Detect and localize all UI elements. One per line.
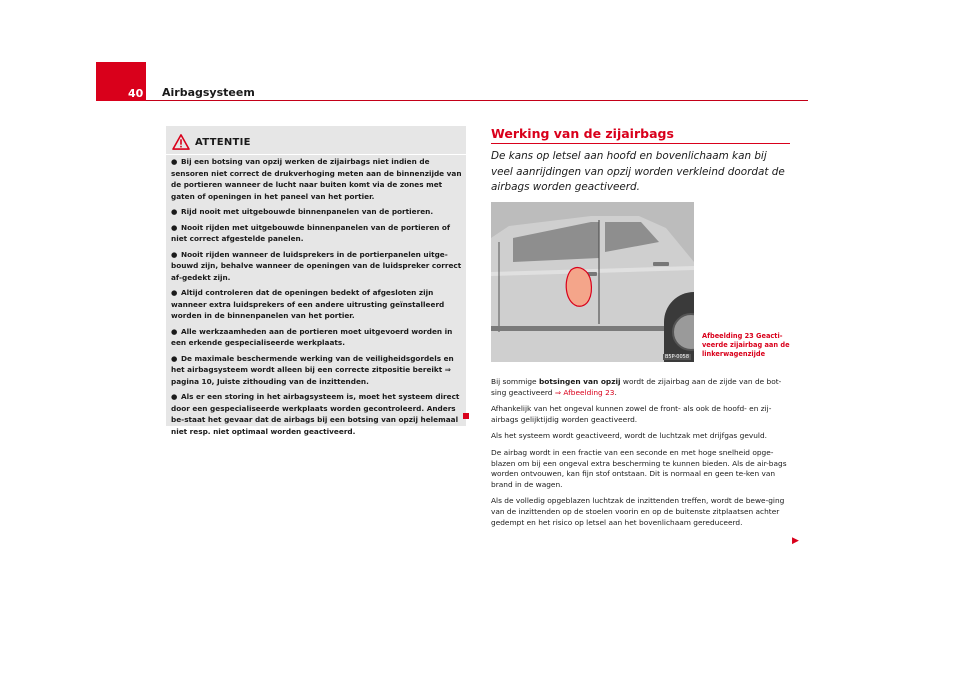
continue-arrow-icon: ▶	[792, 536, 799, 546]
warning-item: ● Nooit rijden wanneer de luidsprekers in de portierpanelen uitge-bouwd zijn, behalve wanneer de openingen van de luidspreker correct af-gedekt zijn.	[171, 249, 462, 282]
warning-item: ● Nooit rijden met uitgebouwde binnenpanelen van de portieren of niet correct afgestelde panelen.	[171, 222, 451, 243]
warning-item: ● Als er een storing in het airbagsysteem is, moet het systeem direct door een gespecialiseerde werkplaats worden gecontroleerd. Anders be-staat het gevaar dat de airbags bij een botsing van opzij helemaal niet resp. niet optimaal worden geactiveerd.	[171, 392, 460, 436]
lead-paragraph: De kans op letsel aan hoofd en bovenlichaam kan bij veel aanrijdingen van opzij worden verkleind doordat de airbags worden geactiveerd.	[491, 150, 785, 193]
warning-item: ● Rijd nooit met uitgebouwde binnenpanelen van de portieren.	[171, 207, 434, 216]
car-door-airbag-illustration	[491, 202, 694, 362]
warning-separator	[166, 154, 466, 155]
body-paragraph: Als het systeem wordt geactiveerd, wordt de luchtzak met drijfgas gevuld.	[491, 431, 768, 441]
car-side-drawing	[491, 202, 694, 362]
body-paragraph: Afhankelijk van het ongeval kunnen zowel de front- als ook de hoofd- en zij-airbags gelijktijdig worden geactiveerd.	[491, 404, 772, 424]
warning-box	[166, 126, 466, 436]
page-number: 40	[128, 87, 144, 100]
figure-reference-link[interactable]: ⇒ Afbeelding 23	[554, 387, 615, 397]
subsection-rule	[491, 143, 790, 144]
body-text	[491, 377, 796, 534]
figure-caption: Afbeelding 23 Geacti-veerde zijairbag aan de linkerwagenzijde	[702, 332, 790, 359]
warning-item: ● Bij een botsing van opzij werken de zijairbags niet indien de sensoren niet correct de drukverhoging meten aan de binnenzijde van de portieren wanneer de lucht naar buiten komt via de zones met gaten of openingen in het paneel van het portier.	[171, 157, 462, 201]
warning-item: ● Alle werkzaamheden aan de portieren moet uitgevoerd worden in een erkende gespecialiseerde werkplaats.	[171, 326, 453, 347]
warning-triangle-icon	[172, 134, 190, 150]
warning-title: ATTENTIE	[195, 136, 251, 148]
section-title: Airbagsysteem	[162, 86, 255, 99]
warning-item: ● Altijd controleren dat de openingen bedekt of afgesloten zijn wanneer extra luidsprekers of een andere uitrusting geïnstalleerd worden in de binnenpanelen van het portier.	[171, 288, 445, 320]
body-paragraph: De airbag wordt in een fractie van een seconde en met hoge snelheid opge-blazen om bij een ongeval extra bescherming te kunnen bieden. Als de air-bags worden ontvouwen, kan fijn stof ontstaan. Dit is normaal en geen te-ken van brand in de wagen.	[491, 447, 787, 489]
header-rule	[146, 100, 808, 101]
section-end-marker	[463, 413, 469, 419]
body-paragraph: Bij sommige botsingen van opzij wordt de zijairbag aan de zijde van de bot-sing geactiveerd ⇒ Afbeelding 23.	[491, 377, 782, 397]
warning-header	[172, 133, 251, 151]
warning-list	[171, 156, 463, 441]
body-paragraph: Als de volledig opgeblazen luchtzak de inzittenden treffen, wordt de bewe-ging van de inzittenden op de stoelen voorin en op de buitenste zitplaatsen achter gedempt en het risico op letsel aan het bovenlichaam gereduceerd.	[491, 496, 785, 527]
figure-code: B5P-0058	[664, 354, 689, 360]
subsection-title: Werking van de zijairbags	[491, 126, 674, 141]
warning-item: ● De maximale beschermende werking van de veiligheidsgordels en het airbagsysteem wordt alleen bij een correcte zitpositie bereikt ⇒ pagina 10, Juiste zithouding van de inzittenden.	[171, 353, 454, 386]
